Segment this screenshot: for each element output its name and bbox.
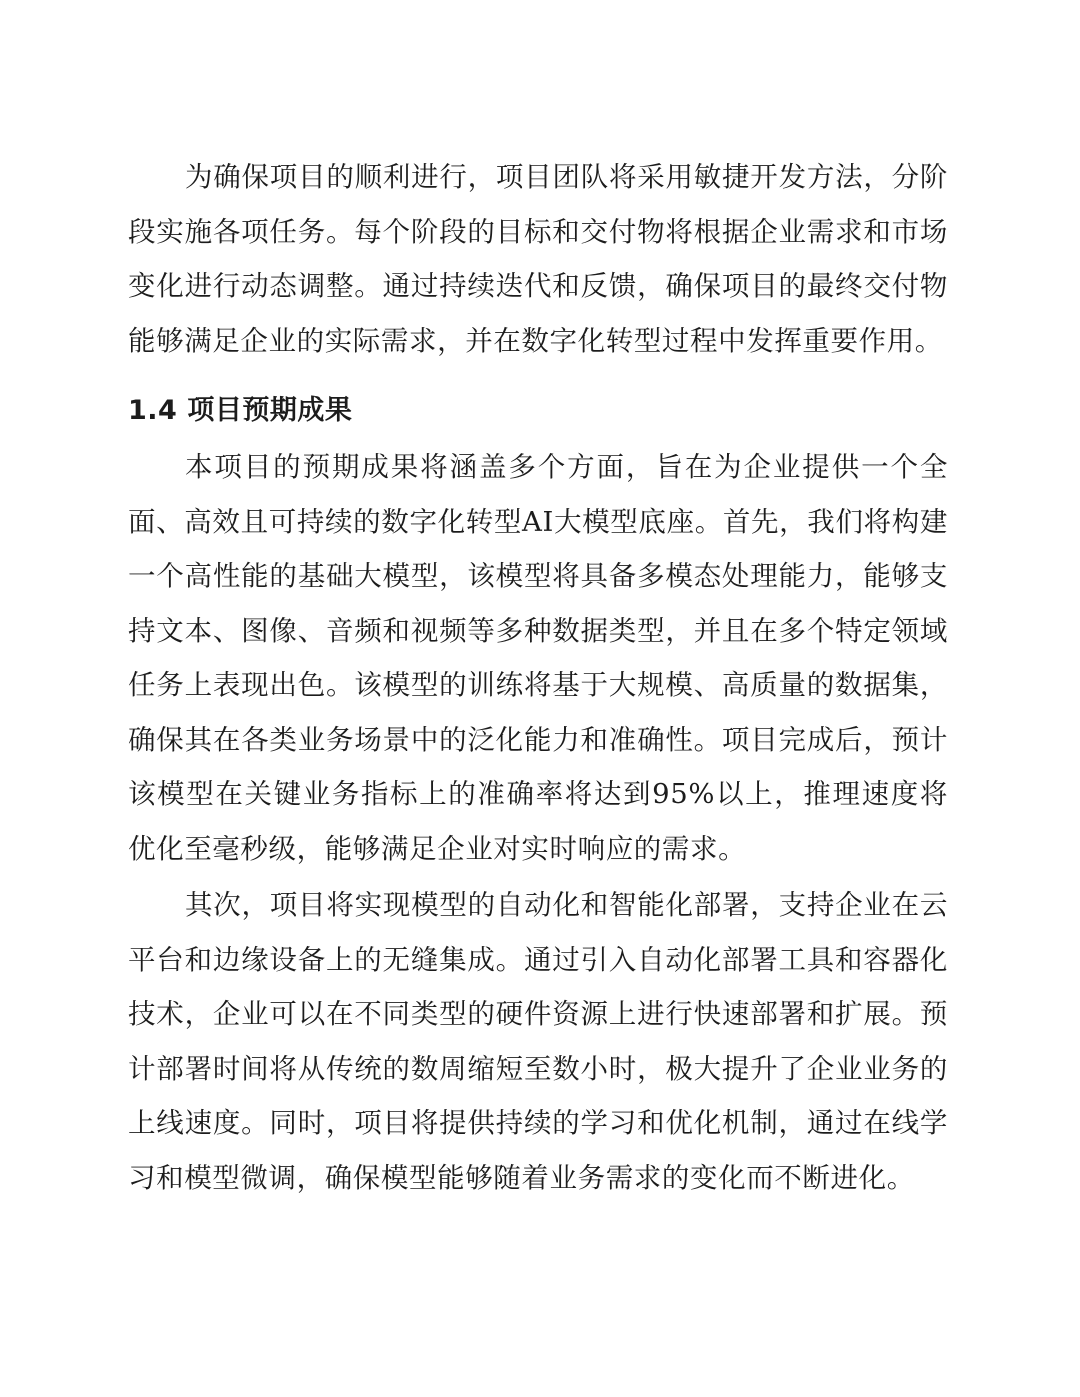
intro-paragraph: 为确保项目的顺利进行，项目团队将采用敏捷开发方法，分阶段实施各项任务。每个阶段的目标和交付物将根据企业需求和市场变化进行动态调整。通过持续迭代和反馈，确保项目的最终交付物能够满足企业的实际需求，并在数字化转型过程中发挥重要作用。 [128, 161, 948, 357]
section-title: 项目预期成果 [187, 395, 353, 426]
body-paragraph-2: 其次，项目将实现模型的自动化和智能化部署，支持企业在云平台和边缘设备上的无缝集成。通过引入自动化部署工具和容器化技术，企业可以在不同类型的硬件资源上进行快速部署和扩展。预计部署时间将从传统的数周缩短至数小时，极大提升了企业业务的上线速度。同时，项目将提供持续的学习和优化机制，通过在线学习和模型微调，确保模型能够随着业务需求的变化而不断进化。 [128, 889, 948, 1194]
section-heading [128, 388, 948, 434]
section-number: 1.4 [128, 395, 178, 426]
body-paragraph-1: 本项目的预期成果将涵盖多个方面，旨在为企业提供一个全面、高效且可持续的数字化转型AI大模型底座。首先，我们将构建一个高性能的基础大模型，该模型将具备多模态处理能力，能够支持文本、图像、音频和视频等多种数据类型，并且在多个特定领域任务上表现出色。该模型的训练将基于大规模、高质量的数据集，确保其在各类业务场景中的泛化能力和准确性。项目完成后，预计该模型在关键业务指标上的准确率将达到95%以上，推理速度将优化至毫秒级，能够满足企业对实时响应的需求。 [128, 451, 948, 865]
document-page [128, 150, 948, 1205]
